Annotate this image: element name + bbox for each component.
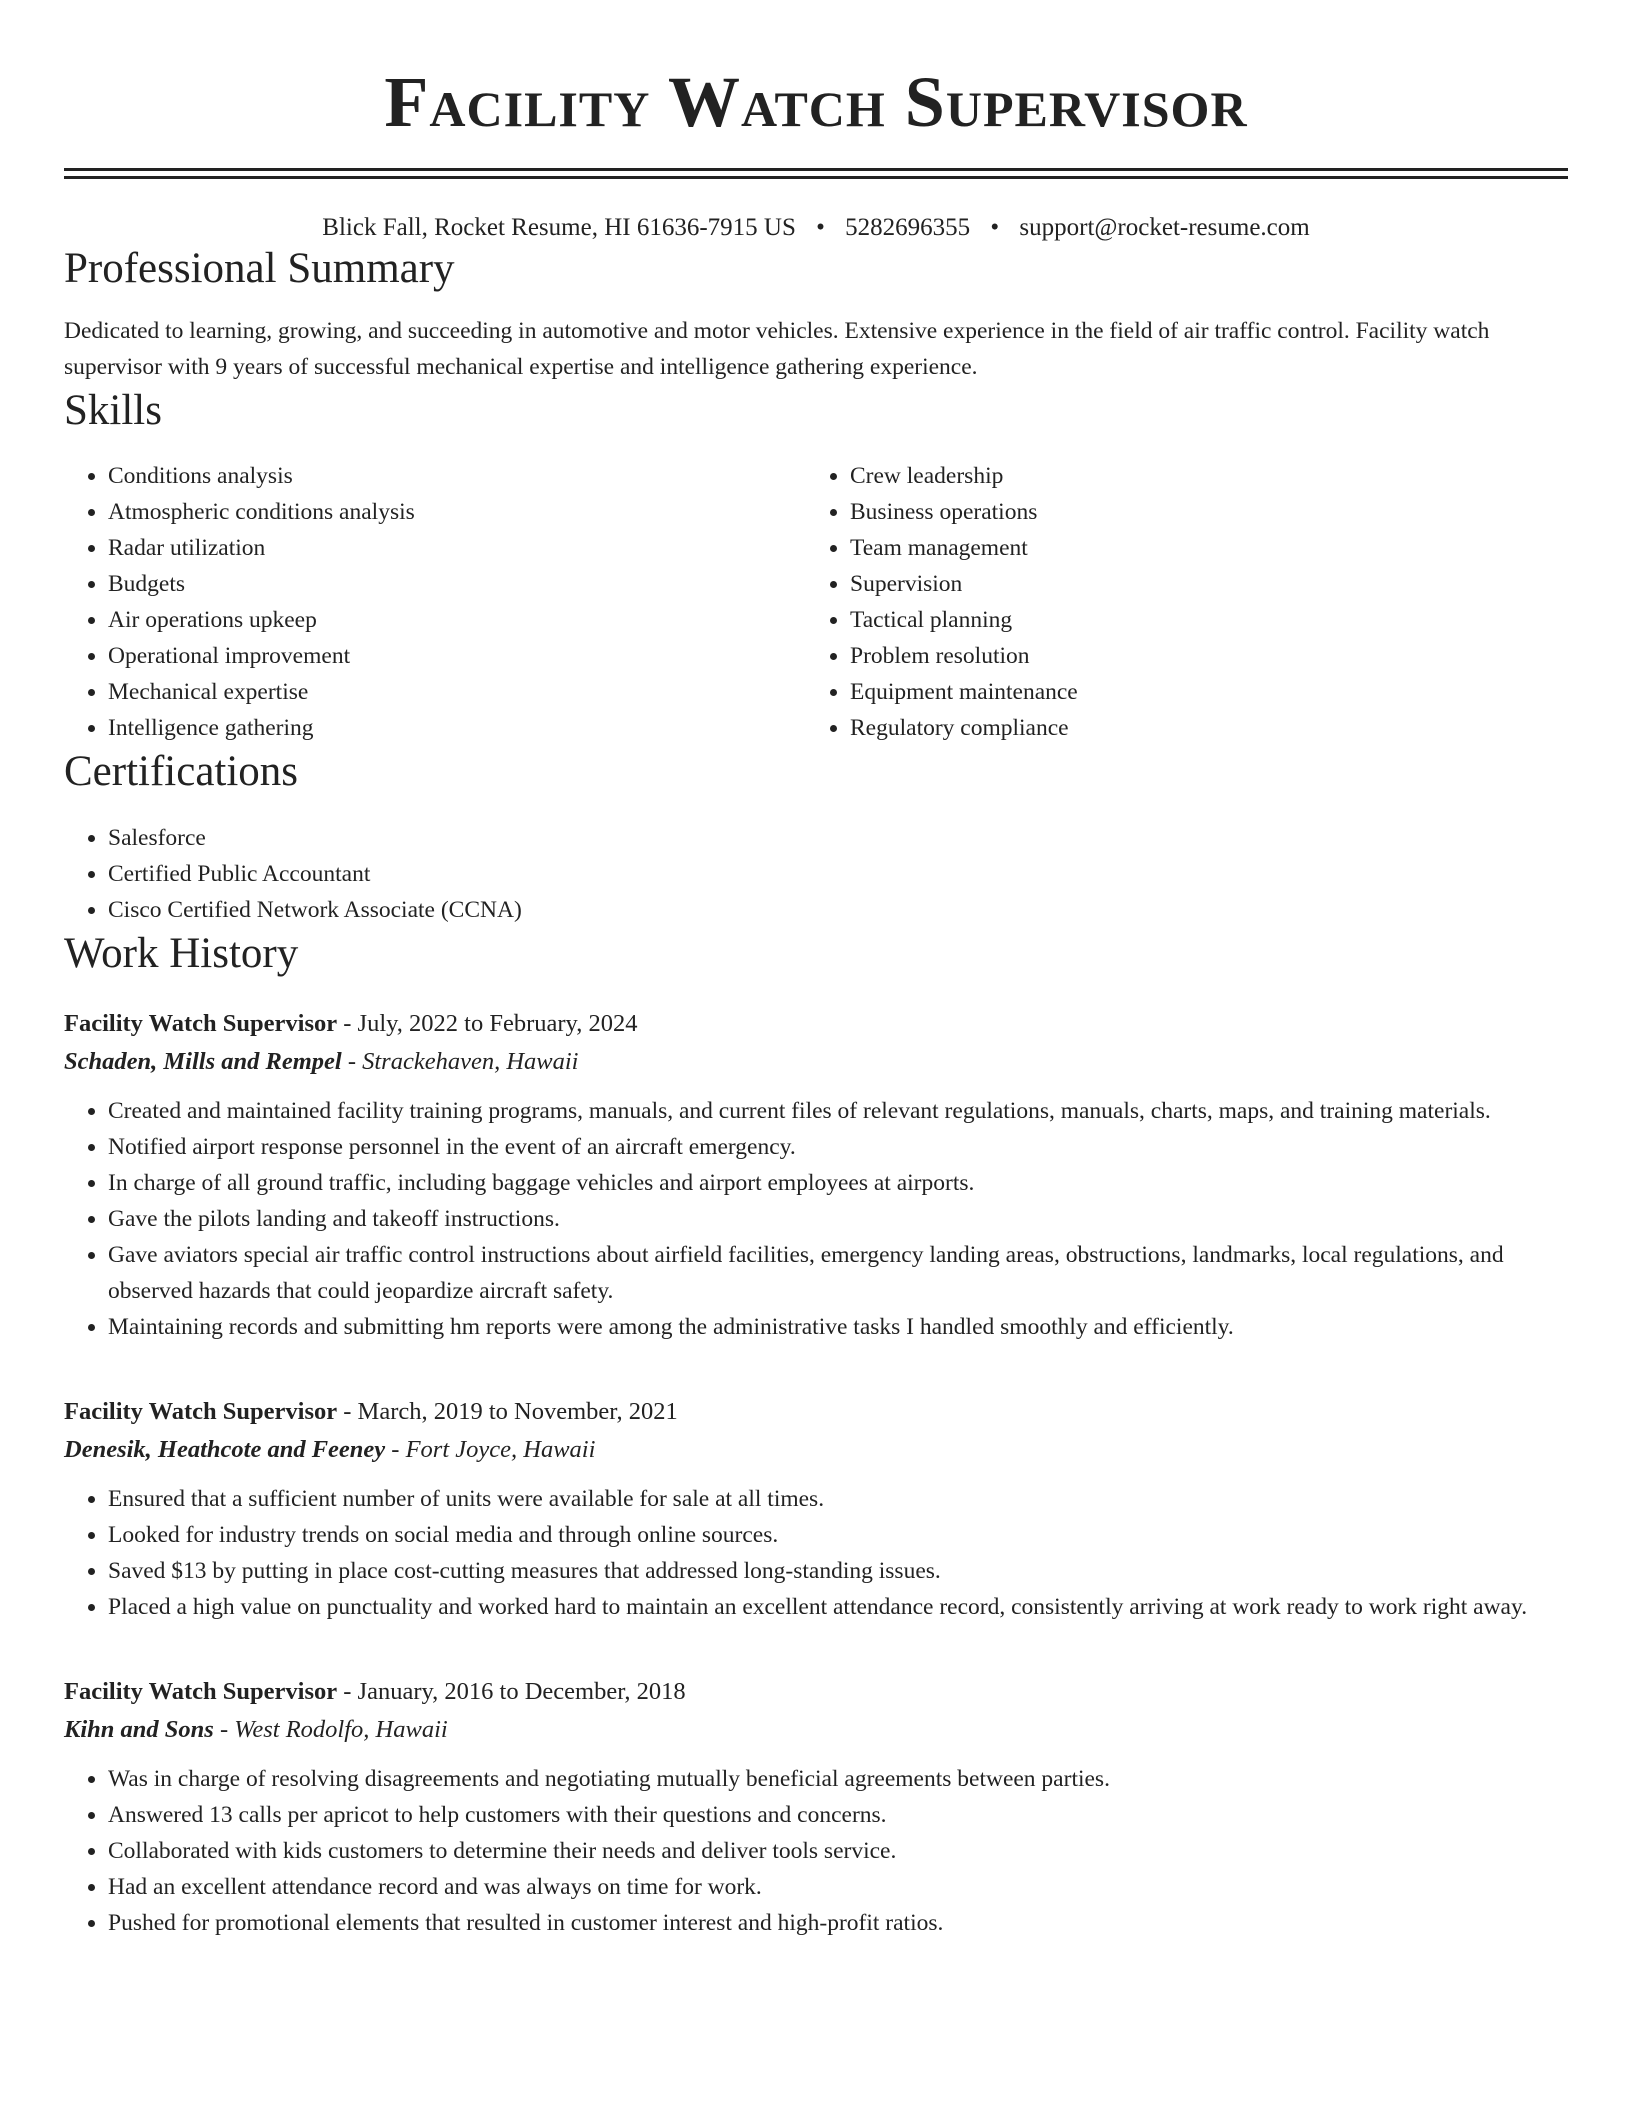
skills-left-column — [64, 458, 806, 746]
employer-line — [64, 1711, 1568, 1749]
job-duty: • Saved $13 by putting in place cost-cutting measures that addressed long-standing issues. — [108, 1553, 1568, 1589]
employer-line — [64, 1043, 1568, 1081]
skill-item: • Budgets — [108, 566, 806, 602]
summary-heading: Professional Summary — [64, 245, 455, 292]
skill-item: • Business operations — [850, 494, 1548, 530]
summary-text: Dedicated to learning, growing, and succeeding in automotive and motor vehicles. Extensive experience in the field of air traffic control. Facility watch supervisor with 9 years of successful mechanical expertise and intelligence gathering experience. — [64, 317, 1490, 380]
job-duty: • Pushed for promotional elements that resulted in customer interest and high-profit ratios. — [108, 1905, 1568, 1941]
resume-title: Facility Watch Supervisor — [384, 62, 1248, 142]
certifications-list — [64, 820, 1568, 928]
skill-item: • Problem resolution — [850, 638, 1548, 674]
job-duty: • Created and maintained facility training programs, manuals, and current files of relevant regulations, manuals, charts, maps, and training materials. — [108, 1093, 1568, 1129]
employer-location: - Fort Joyce, Hawaii — [385, 1436, 596, 1464]
contact-email: support@rocket-resume.com — [1019, 214, 1310, 241]
contact-separator: • — [816, 214, 825, 241]
job-duties-list — [64, 1093, 1568, 1345]
job-entry — [64, 1393, 1568, 1625]
job-duties-list — [64, 1761, 1568, 1941]
skill-item: • Team management — [850, 530, 1548, 566]
job-duty: • Placed a high value on punctuality and worked hard to maintain an excellent attendance record, consistently arriving at work ready to work right away. — [108, 1589, 1568, 1625]
job-duty: • In charge of all ground traffic, including baggage vehicles and airport employees at airports. — [108, 1165, 1568, 1201]
contact-phone: 5282696355 — [845, 214, 971, 241]
skills-right-column — [806, 458, 1548, 746]
job-duty: • Was in charge of resolving disagreements and negotiating mutually beneficial agreements between parties. — [108, 1761, 1568, 1797]
job-title: Facility Watch Supervisor — [64, 1678, 338, 1706]
skill-item: • Operational improvement — [108, 638, 806, 674]
employer-location: - Strackehaven, Hawaii — [341, 1048, 579, 1076]
job-duty: • Answered 13 calls per apricot to help customers with their questions and concerns. — [108, 1797, 1568, 1833]
skills-columns — [64, 458, 1568, 746]
skills-list-left — [64, 458, 806, 746]
employer-name: Schaden, Mills and Rempel — [64, 1048, 342, 1076]
job-title-line — [64, 1393, 1568, 1431]
title-divider — [64, 168, 1568, 179]
job-duty: • Had an excellent attendance record and was always on time for work. — [108, 1869, 1568, 1905]
certification-item: • Cisco Certified Network Associate (CCNA) — [108, 892, 1568, 928]
skill-item: • Regulatory compliance — [850, 710, 1548, 746]
certifications-heading: Certifications — [64, 748, 299, 796]
job-entry — [64, 1673, 1568, 1941]
job-title: Facility Watch Supervisor — [64, 1398, 338, 1426]
skill-item: • Supervision — [850, 566, 1548, 602]
job-duty: • Gave the pilots landing and takeoff instructions. — [108, 1201, 1568, 1237]
skill-item: • Mechanical expertise — [108, 674, 806, 710]
skill-item: • Radar utilization — [108, 530, 806, 566]
job-entry — [64, 1005, 1568, 1345]
job-duties-list — [64, 1481, 1568, 1625]
employer-line — [64, 1431, 1568, 1469]
job-duty: • Gave aviators special air traffic control instructions about airfield facilities, emergency landing areas, obstructions, landmarks, local regulations, and observed hazards that could jeopardize aircraft safety. — [108, 1237, 1568, 1309]
job-dates: - July, 2022 to February, 2024 — [337, 1010, 638, 1038]
job-dates: - January, 2016 to December, 2018 — [337, 1678, 686, 1706]
certification-item: • Salesforce — [108, 820, 1568, 856]
job-duty: • Notified airport response personnel in the event of an aircraft emergency. — [108, 1129, 1568, 1165]
skill-item: • Conditions analysis — [108, 458, 806, 494]
job-duty: • Ensured that a sufficient number of units were available for sale at all times. — [108, 1481, 1568, 1517]
skill-item: • Intelligence gathering — [108, 710, 806, 746]
certification-item: • Certified Public Accountant — [108, 856, 1568, 892]
skill-item: • Tactical planning — [850, 602, 1548, 638]
job-duty: • Looked for industry trends on social media and through online sources. — [108, 1517, 1568, 1553]
job-title-line — [64, 1673, 1568, 1711]
contact-line — [64, 213, 1568, 243]
skills-heading: Skills — [64, 386, 162, 434]
work-history-heading: Work History — [64, 929, 299, 977]
resume-page — [64, 0, 1568, 1941]
contact-separator: • — [990, 214, 1000, 241]
contact-address: Blick Fall, Rocket Resume, HI 61636-7915 US — [322, 214, 796, 241]
skills-list-right — [806, 458, 1548, 746]
employer-location: - West Rodolfo, Hawaii — [213, 1716, 448, 1744]
employer-name: Kihn and Sons — [64, 1716, 214, 1744]
job-title-line — [64, 1005, 1568, 1043]
skill-item: • Crew leadership — [850, 458, 1548, 494]
job-duty: • Collaborated with kids customers to determine their needs and deliver tools service. — [108, 1833, 1568, 1869]
skill-item: • Air operations upkeep — [108, 602, 806, 638]
skill-item: • Equipment maintenance — [850, 674, 1548, 710]
skill-item: • Atmospheric conditions analysis — [108, 494, 806, 530]
job-title: Facility Watch Supervisor — [64, 1010, 338, 1038]
job-dates: - March, 2019 to November, 2021 — [337, 1398, 678, 1426]
job-duty: • Maintaining records and submitting hm reports were among the administrative tasks I handled smoothly and efficiently. — [108, 1309, 1568, 1345]
employer-name: Denesik, Heathcote and Feeney — [64, 1436, 386, 1464]
